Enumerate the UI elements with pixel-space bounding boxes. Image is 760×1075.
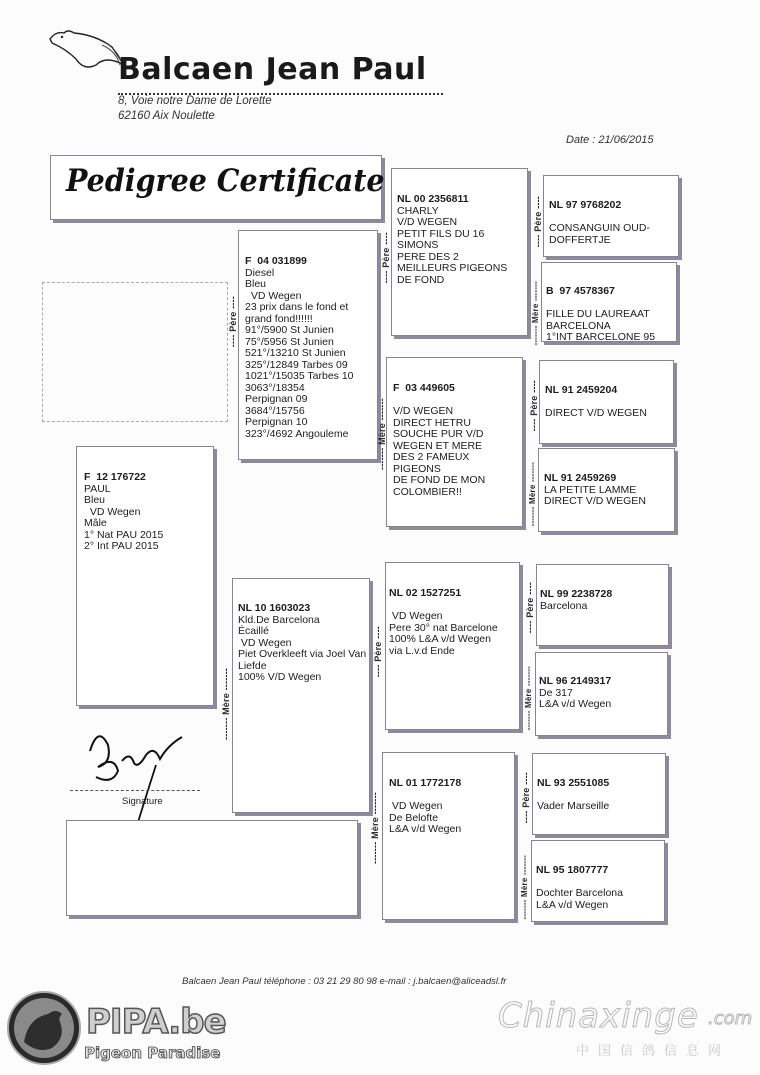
ds-pere-label: ---- Père ---- xyxy=(373,626,383,678)
ssd-mere-label: ------- Mère ------- xyxy=(531,281,540,346)
pigeon-ring: F 12 176722 xyxy=(84,471,146,483)
sds-pere-label: ---- Père ---- xyxy=(529,380,539,432)
sss-text: CONSANGUIN OUD- DOFFERTJE xyxy=(549,222,650,246)
sire-dam-details xyxy=(393,360,523,498)
dsd-text: De 317 L&A v/d Wegen xyxy=(539,686,612,710)
ddd-details xyxy=(536,842,664,911)
ddd-mere-label: ------- Mère ------- xyxy=(520,855,529,920)
ssd-details xyxy=(546,263,676,344)
dss-ring: NL 99 2238728 xyxy=(540,588,613,600)
dds-pere-label: ---- Père ---- xyxy=(521,772,531,824)
sss-pere-label: ---- Père ---- xyxy=(533,196,543,248)
pipa-pigeon-icon xyxy=(4,988,84,1068)
address-line-2: 62160 Aix Noulette xyxy=(118,110,215,122)
ss-pere-label: ---- Père ---- xyxy=(381,232,391,284)
address-line-1: 8, Voie notre Dame de Lorette xyxy=(118,95,272,107)
footer-contact: Balcaen Jean Paul téléphone : 03 21 29 80 98 e-mail : j.balcaen@aliceadsl.fr xyxy=(182,976,507,987)
dds-ring: NL 93 2551085 xyxy=(537,777,610,789)
dam-sire-text: VD Wegen Pere 30° nat Barcelone 100% L&A v/d Wegen via L.v.d Ende xyxy=(389,610,498,657)
sire-sire-details xyxy=(397,171,527,286)
sire-text: Diesel Bleu VD Wegen 23 prix dans le fond et grand fond!!!!!! 91°/5900 St Junien 75°/5956 St Junien 521°/13210 St Junien 325°/12849 Tarbes 09 1021°/15035 Tarbes 10 3063°/18354 Perpignan 09 3684°/15756 Perpignan 10 323°/4692 Angouleme xyxy=(245,266,354,440)
dsd-ring: NL 96 2149317 xyxy=(539,675,612,687)
pigeon-logo-icon xyxy=(46,25,126,85)
dd-mere-label: ------- Mère ------- xyxy=(370,792,380,864)
dam-dam-text: VD Wegen De Belofte L&A v/d Wegen xyxy=(389,800,462,835)
sdd-ring: NL 91 2459269 xyxy=(544,472,617,484)
sire-dam-text: V/D WEGEN DIRECT HETRU SOUCHE PUR V/D WEGEN ET MERE DES 2 FAMEUX PIGEONS DE FOND DE MON COLOMBIER!! xyxy=(393,405,486,498)
sire-sire-ring: NL 00 2356811 xyxy=(397,193,469,205)
certificate-title: Pedigree Certificate xyxy=(66,163,385,199)
dam-dam-details xyxy=(389,755,515,836)
photo-frame xyxy=(42,282,228,422)
sire-pere-label: ---- Père ---- xyxy=(228,296,238,348)
sds-details xyxy=(545,362,673,420)
pigeon-details xyxy=(84,449,212,553)
dam-text: Kld.De Barcelona Écaillé VD Wegen Piet Overkleeft via Joel Van Liefde 100% V/D Wegen xyxy=(238,613,367,683)
dds-text: Vader Marseille xyxy=(537,800,610,812)
ddd-text: Dochter Barcelona L&A v/d Wegen xyxy=(536,887,623,911)
sire-sire-text: CHARLY V/D WEGEN PETIT FILS DU 16 SIMONS PERE DES 2 MEILLEURS PIGEONS DE FOND xyxy=(397,204,508,286)
sds-ring: NL 91 2459204 xyxy=(545,384,618,396)
sdd-mere-label: ------- Mère ------- xyxy=(528,462,537,527)
dam-ring: NL 10 1603023 xyxy=(238,602,311,614)
sdd-text: LA PETITE LAMME DIRECT V/D WEGEN xyxy=(544,483,646,507)
signature-label: Signature xyxy=(122,796,163,807)
chinaxinge-watermark: Chinaxinge xyxy=(498,996,699,1036)
dam-sire-details xyxy=(389,565,519,657)
dam-sire-ring: NL 02 1527251 xyxy=(389,587,462,599)
ddd-ring: NL 95 1807777 xyxy=(536,864,609,876)
pipa-subtitle: Pigeon Paradise xyxy=(84,1044,221,1062)
sire-dam-ring: F 03 449605 xyxy=(393,382,455,394)
breeder-name: Balcaen Jean Paul xyxy=(118,52,427,87)
chinese-watermark: 中国信鸽信息网 xyxy=(576,1043,731,1058)
sds-text: DIRECT V/D WEGEN xyxy=(545,407,647,419)
dsd-details xyxy=(539,653,665,711)
chinaxinge-domain: .com xyxy=(708,1008,753,1029)
dsd-mere-label: ------- Mère ------- xyxy=(524,666,533,731)
dss-text: Barcelona xyxy=(540,599,588,612)
signature-line xyxy=(70,790,200,791)
dam-mere-label: ------- Mère ------- xyxy=(221,668,231,740)
sire-ring: F 04 031899 xyxy=(245,255,307,267)
dds-details xyxy=(537,755,665,813)
pigeon-text: PAUL Bleu VD Wegen Mâle 1° Nat PAU 2015 2° Int PAU 2015 xyxy=(84,482,164,552)
sire-details xyxy=(245,233,377,440)
certificate-date: Date : 21/06/2015 xyxy=(566,134,654,146)
sss-ring: NL 97 9768202 xyxy=(549,199,622,211)
ssd-text: FILLE DU LAUREAAT BARCELONA 1°INT BARCELONE 95 xyxy=(546,308,656,343)
dss-pere-label: ---- Père ---- xyxy=(525,582,535,634)
sd-mere-label: ------- Mère ------- xyxy=(377,398,387,470)
dam-details xyxy=(238,580,370,684)
signature-box xyxy=(66,820,358,916)
sss-details xyxy=(549,177,677,246)
pipa-watermark: PIPA.be xyxy=(86,1002,226,1042)
ssd-ring: B 97 4578367 xyxy=(546,285,615,297)
dam-dam-ring: NL 01 1772178 xyxy=(389,777,462,789)
dss-details xyxy=(540,566,666,612)
sdd-details xyxy=(544,450,674,508)
